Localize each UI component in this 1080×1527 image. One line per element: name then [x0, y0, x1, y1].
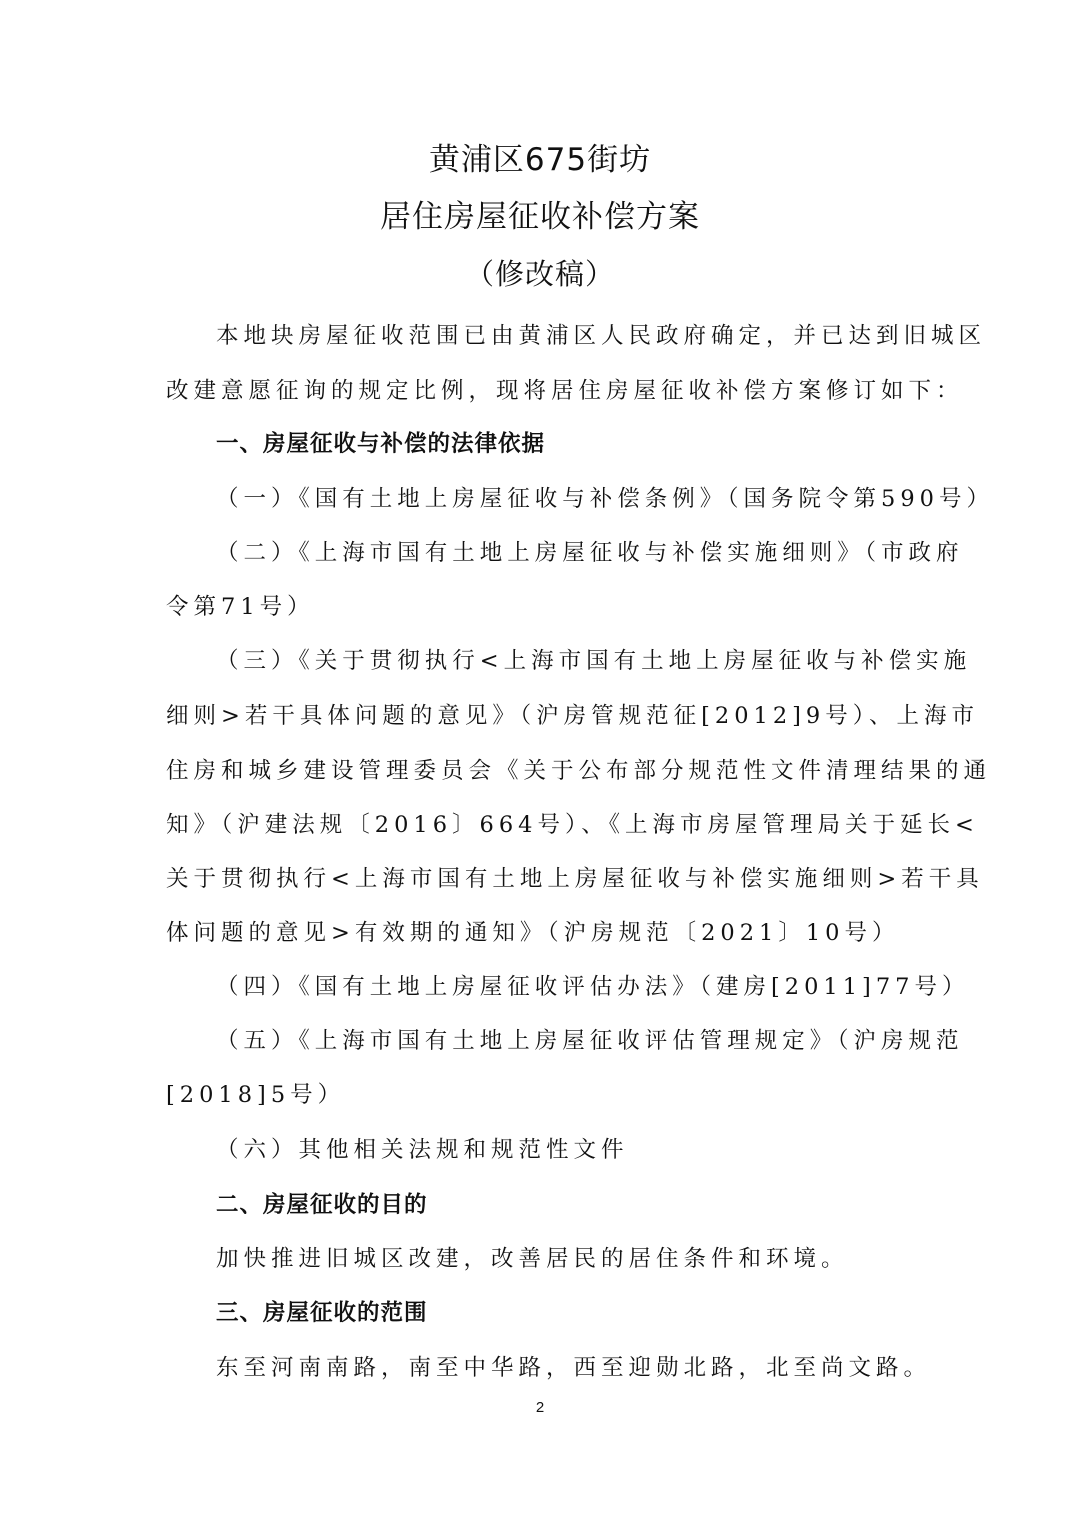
section-2-heading: 二、房屋征收的目的 — [216, 1192, 428, 1218]
title-line-1: 黄浦区675街坊 — [428, 142, 652, 178]
section-2-body: 加快推进旧城区改建，改善居民的居住条件和环境。 — [216, 1246, 849, 1272]
item-5-line-2: [2018]5号） — [166, 1082, 346, 1108]
item-2-line-2: 令第71号） — [166, 594, 315, 620]
page-number: 2 — [535, 1399, 545, 1416]
item-3-line-2: 细则>若干具体问题的意见》（沪房管规范征[2012]9号）、上海市 — [166, 703, 979, 729]
item-3-line-6: 体问题的意见>有效期的通知》（沪房规范〔2021〕10号） — [166, 920, 900, 946]
item-6-line-1: （六）其他相关法规和规范性文件 — [216, 1137, 629, 1163]
item-5-line-1: （五）《上海市国有土地上房屋征收评估管理规定》（沪房规范 — [216, 1028, 964, 1054]
item-3-line-1: （三）《关于贯彻执行<上海市国有土地上房屋征收与补偿实施 — [216, 648, 972, 674]
section-3-body: 东至河南南路，南至中华路，西至迎勋北路，北至尚文路。 — [216, 1355, 932, 1381]
intro-line-1: 本地块房屋征收范围已由黄浦区人民政府确定，并已达到旧城区 — [216, 323, 987, 349]
item-3-line-5: 关于贯彻执行<上海市国有土地上房屋征收与补偿实施细则>若干具 — [166, 866, 984, 892]
item-3-line-4: 知》（沪建法规〔2016〕664号）、《上海市房屋管理局关于延长< — [166, 812, 979, 838]
section-1-heading: 一、房屋征收与补偿的法律依据 — [216, 431, 546, 457]
intro-line-2: 改建意愿征询的规定比例，现将居住房屋征收补偿方案修订如下： — [166, 378, 964, 404]
item-2-line-1: （二）《上海市国有土地上房屋征收与补偿实施细则》（市政府 — [216, 540, 964, 566]
title-line-3: （修改稿） — [464, 257, 615, 291]
item-1-line-1: （一）《国有土地上房屋征收与补偿条例》（国务院令第590号） — [216, 486, 994, 512]
item-3-line-3: 住房和城乡建设管理委员会《关于公布部分规范性文件清理结果的通 — [166, 758, 992, 784]
section-3-heading: 三、房屋征收的范围 — [216, 1300, 428, 1326]
item-4-line-1: （四）《国有土地上房屋征收评估办法》（建房[2011]77号） — [216, 974, 970, 1000]
title-line-2: 居住房屋征收补偿方案 — [380, 199, 700, 235]
